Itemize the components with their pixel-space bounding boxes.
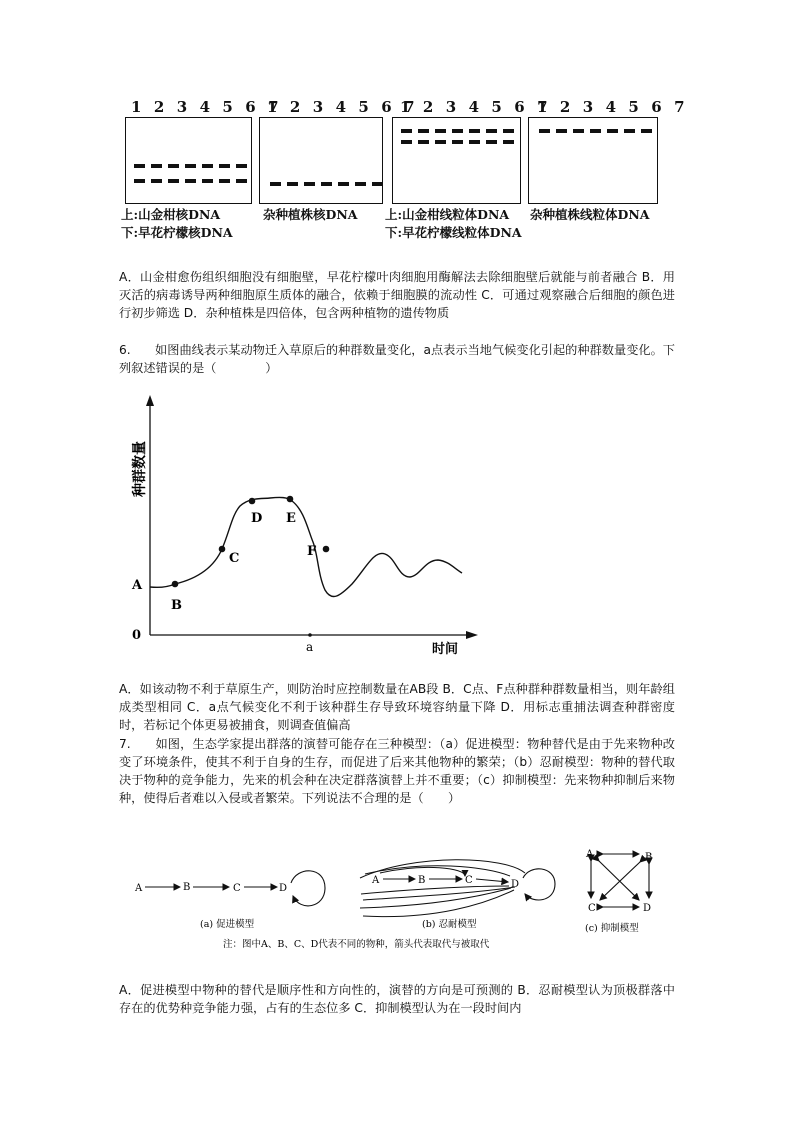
gel-2-caption: 杂种植株核DNA	[263, 207, 358, 222]
gel-2	[259, 117, 383, 204]
band-row	[134, 179, 247, 183]
gel-4-caption: 杂种植株线粒体DNA	[530, 207, 650, 222]
model-a-node-A: A	[135, 883, 143, 894]
model-a-node-C: C	[233, 883, 241, 894]
gel-4	[528, 117, 658, 204]
population-curve	[150, 497, 462, 596]
band-row	[539, 129, 652, 133]
model-a-caption: (a) 促进模型	[200, 919, 255, 930]
point-C	[219, 546, 226, 553]
x-axis-arrow	[466, 631, 478, 639]
gel-3-caption-upper: 上:山金柑线粒体DNA	[385, 207, 510, 222]
q6-options: A．如该动物不利于草原生产，则防治时应控制数量在AB段 B．C点、F点种群种群数量相当，则年龄组成类型相同 C．a点气候变化不利于该种群生存导致环境容纳量下降 D．用标志重捕法调查种群密度时，若标记个体更易被捕食，则调查值偏高	[119, 682, 675, 732]
model-c-node-A: A	[586, 849, 594, 860]
y-axis-label: 种群数量	[132, 441, 148, 497]
model-b-caption: (b) 忍耐模型	[422, 919, 477, 930]
point-E	[287, 496, 294, 503]
band-row	[134, 164, 247, 168]
band-row	[401, 140, 514, 144]
model-b-curve	[363, 887, 515, 900]
model-c-node-C: C	[588, 903, 596, 914]
model-a	[134, 871, 325, 930]
origin-label: 0	[132, 628, 142, 643]
label-F: F	[307, 544, 317, 559]
lane-numbers-gel-2: 1 2 3 4 5 6 7	[267, 98, 419, 116]
model-b-node-D: D	[511, 879, 520, 890]
label-E: E	[286, 511, 296, 526]
model-b-curve	[360, 860, 525, 878]
x-axis-label: 时间	[432, 642, 459, 657]
point-F	[323, 546, 330, 553]
model-c	[585, 849, 652, 934]
population-curve-chart	[120, 390, 490, 665]
gel-3-caption-lower: 下:早花柠檬线粒体DNA	[385, 225, 522, 240]
model-b-curve	[360, 888, 511, 908]
point-D	[249, 498, 256, 505]
figure-note: 注：图中A、B、C、D代表不同的物种，箭头代表取代与被取代	[223, 939, 490, 950]
lane-numbers-gel-4: 1 2 3 4 5 6 7	[537, 98, 689, 116]
q7-options: A．促进模型中物种的替代是顺序性和方向性的，演替的方向是可预测的 B．忍耐模型认为顶极群落中存在的优势种竞争能力强，占有的生态位多 C．抑制模型认为在一段时间内	[119, 983, 675, 1015]
band-row	[270, 182, 383, 186]
lane-numbers-gel-3: 1 2 3 4 5 6 7	[400, 98, 552, 116]
y-axis-arrow	[146, 395, 154, 406]
marker-a-dot	[308, 633, 312, 637]
label-C: C	[229, 551, 240, 566]
point-B	[172, 581, 179, 588]
succession-models-figure	[125, 838, 685, 963]
model-c-node-D: D	[643, 903, 652, 914]
model-a-self-loop	[291, 871, 325, 906]
gel-1-caption-lower: 下:早花柠檬核DNA	[121, 225, 233, 240]
q6-stem: 6. 如图曲线表示某动物迁入草原后的种群数量变化，a点表示当地气候变化引起的种群数量变化。下列叙述错误的是（ ）	[119, 343, 675, 375]
model-b	[360, 860, 555, 930]
model-a-node-D: D	[279, 883, 288, 894]
q7-stem: 7. 如图，生态学家提出群落的演替可能存在三种模型：（a）促进模型：物种替代是由于先来物种改变了环境条件，使其不利于自身的生存，而促进了后来其他物种的繁荣；（b）忍耐模型：物种的替代取决于物种的竞争能力，先来的机会种在决定群落演替上并不重要；（c）抑制模型：先来物种抑制后来物种，使得后者难以入侵或者繁荣。下列说法不合理的是（ ）	[119, 737, 675, 805]
gel-1-caption-upper: 上:山金柑核DNA	[121, 207, 221, 222]
model-c-node-B: B	[645, 852, 653, 863]
model-b-node-C: C	[465, 875, 473, 886]
gel-3	[392, 117, 521, 204]
model-b-node-A: A	[372, 875, 380, 886]
lane-numbers-gel-1: 1 2 3 4 5 6 7	[131, 98, 283, 116]
label-A: A	[132, 578, 143, 593]
model-a-node-B: B	[183, 882, 191, 893]
model-b-self-loop	[523, 869, 555, 900]
model-b-curve	[363, 890, 514, 917]
model-c-caption: (c) 抑制模型	[585, 923, 639, 934]
label-D: D	[251, 511, 263, 526]
band-row	[401, 129, 514, 133]
q5-options: A．山金柑愈伤组织细胞没有细胞壁，早花柠檬叶肉细胞用酶解法去除细胞壁后就能与前者融合 B．用灭活的病毒诱导两种细胞原生质体的融合，依赖于细胞膜的流动性 C．可通过观察融合后细胞的颜色进行初步筛选 D．杂种植株是四倍体，包含两种植物的遗传物质	[119, 270, 675, 320]
gel-1	[125, 117, 252, 204]
model-b-node-B: B	[418, 875, 426, 886]
label-B: B	[171, 598, 182, 613]
x-marker-a: a	[306, 640, 314, 654]
